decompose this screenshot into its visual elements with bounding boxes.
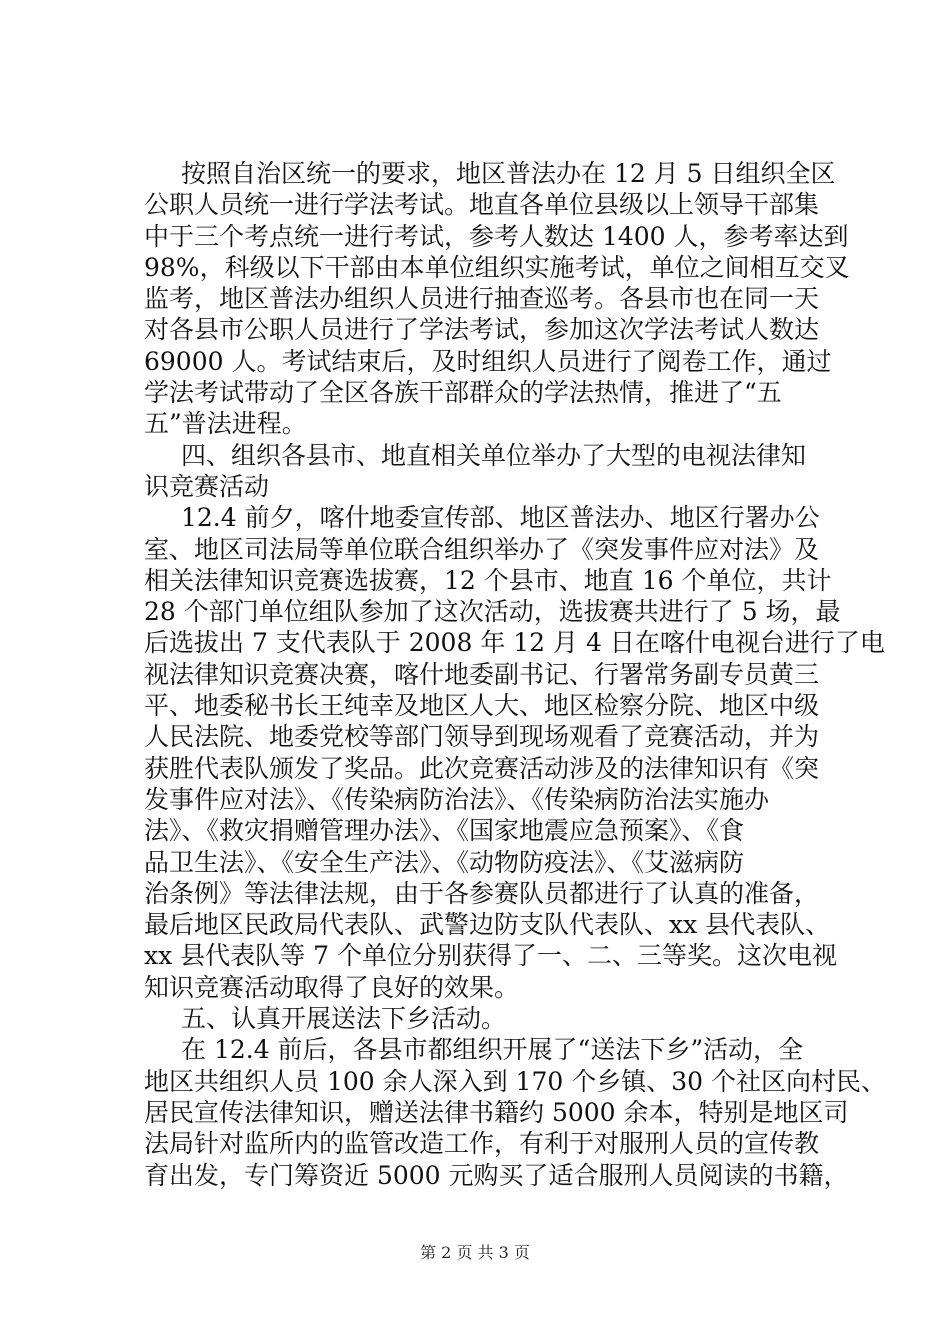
paragraph-line: 相关法律知识竞赛选拔赛，12 个县市、地直 16 个单位，共计 [144,565,832,595]
paragraph-line: 后选拔出 7 支代表队于 2008 年 12 月 4 日在喀什电视台进行了电 [144,628,885,658]
paragraph-line: 五”普法进程。 [144,409,307,439]
paragraph-line: 公职人员统一进行学法考试。地直各单位县级以上领导干部集 [144,190,820,220]
section-heading-line: 四、组织各县市、地直相关单位举办了大型的电视法律知 [181,440,807,470]
paragraph-line: 获胜代表队颁发了奖品。此次竞赛活动涉及的法律知识有《突 [144,753,820,783]
paragraph-line: 法局针对监所内的监管改造工作，有利于对服刑人员的宣传教 [144,1129,820,1159]
paragraph-line: 平、地委秘书长王纯幸及地区人大、地区检察分院、地区中级 [144,691,820,721]
paragraph-line: 视法律知识竞赛决赛，喀什地委副书记、行署常务副专员黄三 [144,659,820,689]
page-number-footer: 第 2 页 共 3 页 [420,1243,530,1262]
paragraph-line: 69000 人。考试结束后，及时组织人员进行了阅卷工作，通过 [144,346,832,376]
paragraph-line: 12.4 前夕，喀什地委宣传部、地区普法办、地区行署办公 [181,503,820,533]
paragraph-line: 治条例》等法律法规，由于各参赛队员都进行了认真的准备， [144,878,820,908]
paragraph-line: 在 12.4 前后，各县市都组织开展了“送法下乡”活动，全 [181,1035,804,1065]
paragraph-line: 知识竞赛活动取得了良好的效果。 [144,972,520,1002]
paragraph-line: 育出发，专门筹资近 5000 元购买了适合服刑人员阅读的书籍， [144,1160,849,1190]
paragraph-line: 法》、《救灾捐赠管理办法》、《国家地震应急预案》、《食 [144,816,745,846]
section-heading-line: 识竞赛活动 [144,471,270,501]
paragraph-line: 98%，科级以下干部由本单位组织实施考试，单位之间相互交叉 [144,252,850,282]
paragraph-line: 按照自治区统一的要求，地区普法办在 12 月 5 日组织全区 [181,159,836,188]
paragraph-line: 发事件应对法》、《传染病防治法》、《传染病防治法实施办 [144,784,770,814]
paragraph-line: 居民宣传法律知识，赠送法律书籍约 5000 余本，特别是地区司 [144,1097,849,1127]
paragraph-line: 28 个部门单位组队参加了这次活动，选拔赛共进行了 5 场，最 [144,597,841,627]
section-heading-line: 五、认真开展送法下乡活动。 [181,1004,507,1034]
paragraph-line: 中于三个考点统一进行考试，参考人数达 1400 人，参考率达到 [144,221,849,251]
paragraph-line: 人民法院、地委党校等部门领导到现场观看了竞赛活动，并为 [144,722,820,752]
paragraph-line: 对各县市公职人员进行了学法考试，参加这次学法考试人数达 [144,315,820,345]
paragraph-line: 学法考试带动了全区各族干部群众的学法热情，推进了“五 [144,378,782,408]
document-body [144,158,886,1191]
paragraph-line: xx 县代表队等 7 个单位分别获得了一、二、三等奖。这次电视 [144,941,837,971]
paragraph-line: 品卫生法》、《安全生产法》、《动物防疫法》、《艾滋病防 [144,847,745,877]
paragraph-line: 监考，地区普法办组织人员进行抽查巡考。各县市也在同一天 [144,284,820,314]
paragraph-line: 室、地区司法局等单位联合组织举办了《突发事件应对法》及 [144,534,820,564]
paragraph-line: 地区共组织人员 100 余人深入到 170 个乡镇、30 个社区向村民、 [144,1066,886,1096]
paragraph-line: 最后地区民政局代表队、武警边防支队代表队、xx 县代表队、 [144,910,831,940]
